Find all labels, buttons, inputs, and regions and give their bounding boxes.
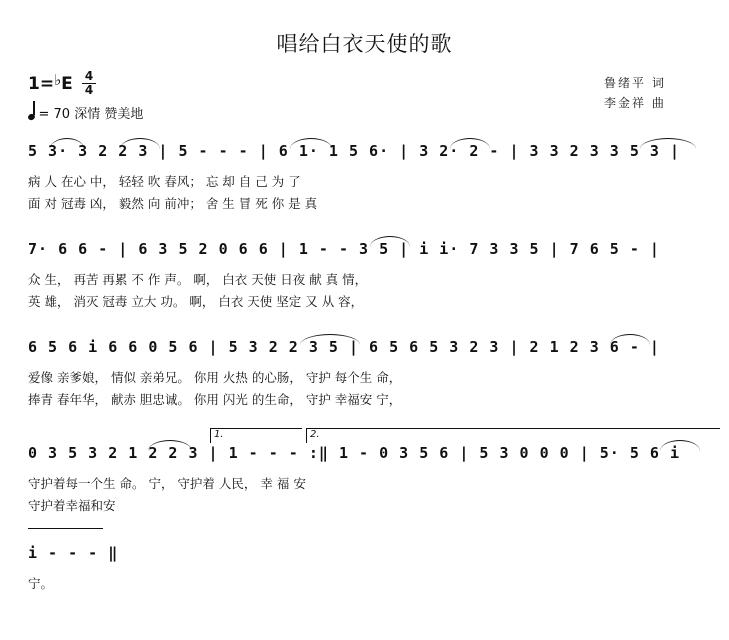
time-bottom: 4 (84, 83, 94, 97)
slur (450, 138, 490, 149)
key-note: E (61, 74, 73, 94)
lyrics-verse-1: 守护着每一个生 命。 宁， 守护着 人民， 幸 福 安 (28, 476, 306, 491)
lyrics-verse-2: 英 雄， 消灭 冠毒 立大 功。 啊， 白衣 天使 坚定 又 从 容， (28, 294, 364, 309)
slur (300, 334, 360, 345)
volta-second-ending: 2. (306, 428, 720, 443)
song-title: 唱给白衣天使的歌 (276, 32, 453, 56)
slur (610, 334, 650, 345)
tempo-text: = 70 深情 赞美地 (38, 107, 144, 122)
staff-row-5 (28, 544, 718, 592)
slur (50, 138, 84, 149)
tempo-marking (28, 103, 143, 122)
key-signature (28, 71, 73, 94)
key-prefix: 1= (28, 74, 55, 94)
slur (120, 138, 160, 149)
lyrics-verse-1: 爱像 亲爹娘， 情似 亲弟兄。 你用 火热 的心肠， 守护 每个生 命， (28, 370, 402, 385)
staff-row-1 (28, 142, 718, 212)
lyrics-verse-1: 众 生， 再苦 再累 不 作 声。 啊， 白衣 天使 日夜 献 真 情， (28, 272, 368, 287)
notation-line: i - - - ‖ (28, 544, 119, 562)
lyrics-verse-2: 守护着幸福和安 (28, 498, 116, 513)
staff-row-3 (28, 338, 718, 408)
slur (148, 440, 192, 451)
volta-first-ending: 1. (210, 428, 302, 443)
flat-sign: ♭ (54, 71, 62, 89)
composer-credit: 李金祥 曲 (604, 96, 666, 110)
slur (370, 236, 410, 247)
staff-row-4 (28, 444, 718, 514)
lyricist-credit: 鲁绪平 词 (604, 76, 666, 90)
notation-line: 0 3 5 3 2 1 2 2 3 | 1 - - - :‖ 1 - 0 3 5 6 | 5 3 0 0 0 | 5· 5 6 i (28, 444, 680, 462)
lyrics-verse-2: 面 对 冠毒 凶， 毅然 向 前冲； 舍 生 冒 死 你 是 真 (28, 196, 318, 211)
lyrics-verse-1: 病 人 在心 中， 轻轻 吹 春风； 忘 却 自 己 为 了 (28, 174, 301, 189)
notation-line: 6 5 6 i 6 6 0 5 6 | 5 3 2 2 3 5 | 6 5 6 5 3 2 3 | 2 1 2 3 6 - | (28, 338, 660, 356)
lyrics-verse-2: 捧青 春年华， 献赤 胆忠诚。 你用 闪光 的生命， 守护 幸福安 宁， (28, 392, 402, 407)
lyrics-verse-1: 宁。 (28, 576, 54, 591)
volta-bracket (28, 528, 103, 543)
slur (290, 138, 332, 149)
notation-line: 7· 6 6 - | 6 3 5 2 0 6 6 | 1 - - 3 5 | i i· 7 3 3 5 | 7 6 5 - | (28, 240, 660, 258)
staff-row-2 (28, 240, 718, 310)
notation-line: 5 3· 3 2 2 3 | 5 - - - | 6 1· 1 5 6· | 3 2· 2 - | 3 3 2 3 3 5 3 | (28, 142, 680, 160)
time-top: 4 (84, 69, 94, 83)
time-signature (82, 70, 96, 97)
quarter-note-icon (27, 113, 36, 121)
slur (640, 138, 696, 149)
